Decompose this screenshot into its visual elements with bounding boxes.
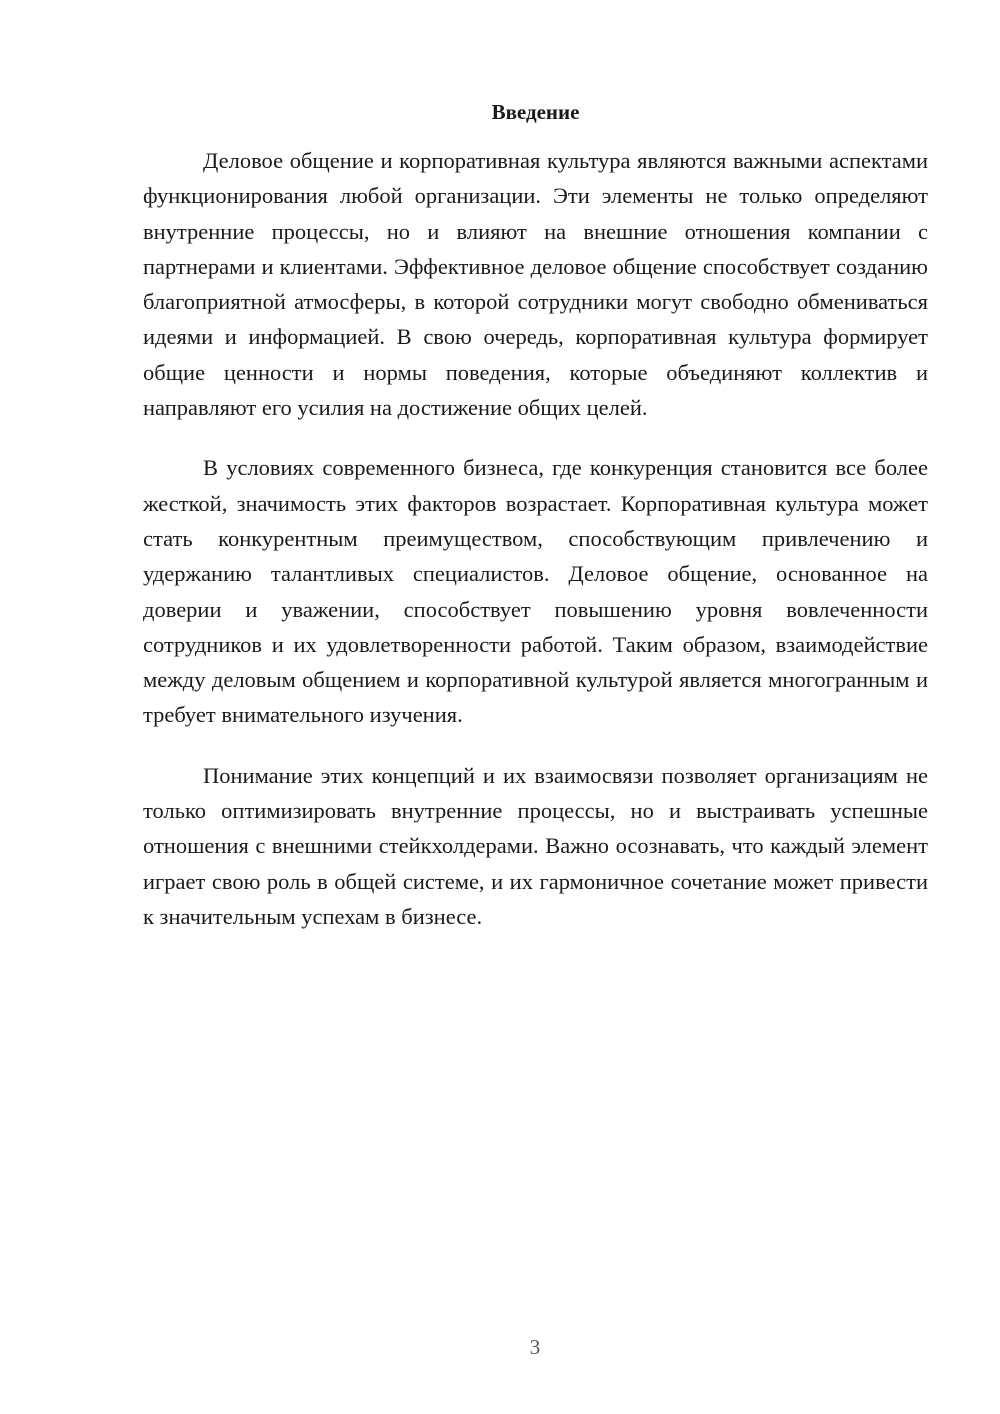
paragraph-1: Деловое общение и корпоративная культура являются важными аспектами функционирования любой организации. Эти элементы не только определяют внутренние процессы, но и влияют на внешние отношения компании с партнерами и клиентами. Эффективное деловое общение способствует созданию благоприятной атмосферы, в которой сотрудники могут свободно обмениваться идеями и информацией. В свою очередь, корпоративная культура формирует общие ценности и нормы поведения, которые объединяют коллектив и направляют его усилия на достижение общих целей. — [143, 148, 928, 421]
section-heading: Введение — [491, 100, 580, 124]
page-number: 3 — [529, 1335, 541, 1359]
body-text — [143, 143, 928, 959]
paragraph-3: Понимание этих концепций и их взаимосвязи позволяет организациям не только оптимизировать внутренние процессы, но и выстраивать успешные отношения с внешними стейкхолдерами. Важно осознавать, что каждый элемент играет свою роль в общей системе, и их гармоничное сочетание может привести к значительным успехам в бизнесе. — [143, 762, 928, 929]
paragraph-2: В условиях современного бизнеса, где конкуренция становится все более жесткой, значимость этих факторов возрастает. Корпоративная культура может стать конкурентным преимуществом, способствующим привлечению и удержанию талантливых специалистов. Деловое общение, основанное на доверии и уважении, способствует повышению уровня вовлеченности сотрудников и их удовлетворенности работой. Таким образом, взаимодействие между деловым общением и корпоративной культурой является многогранным и требует внимательного изучения. — [143, 455, 928, 728]
